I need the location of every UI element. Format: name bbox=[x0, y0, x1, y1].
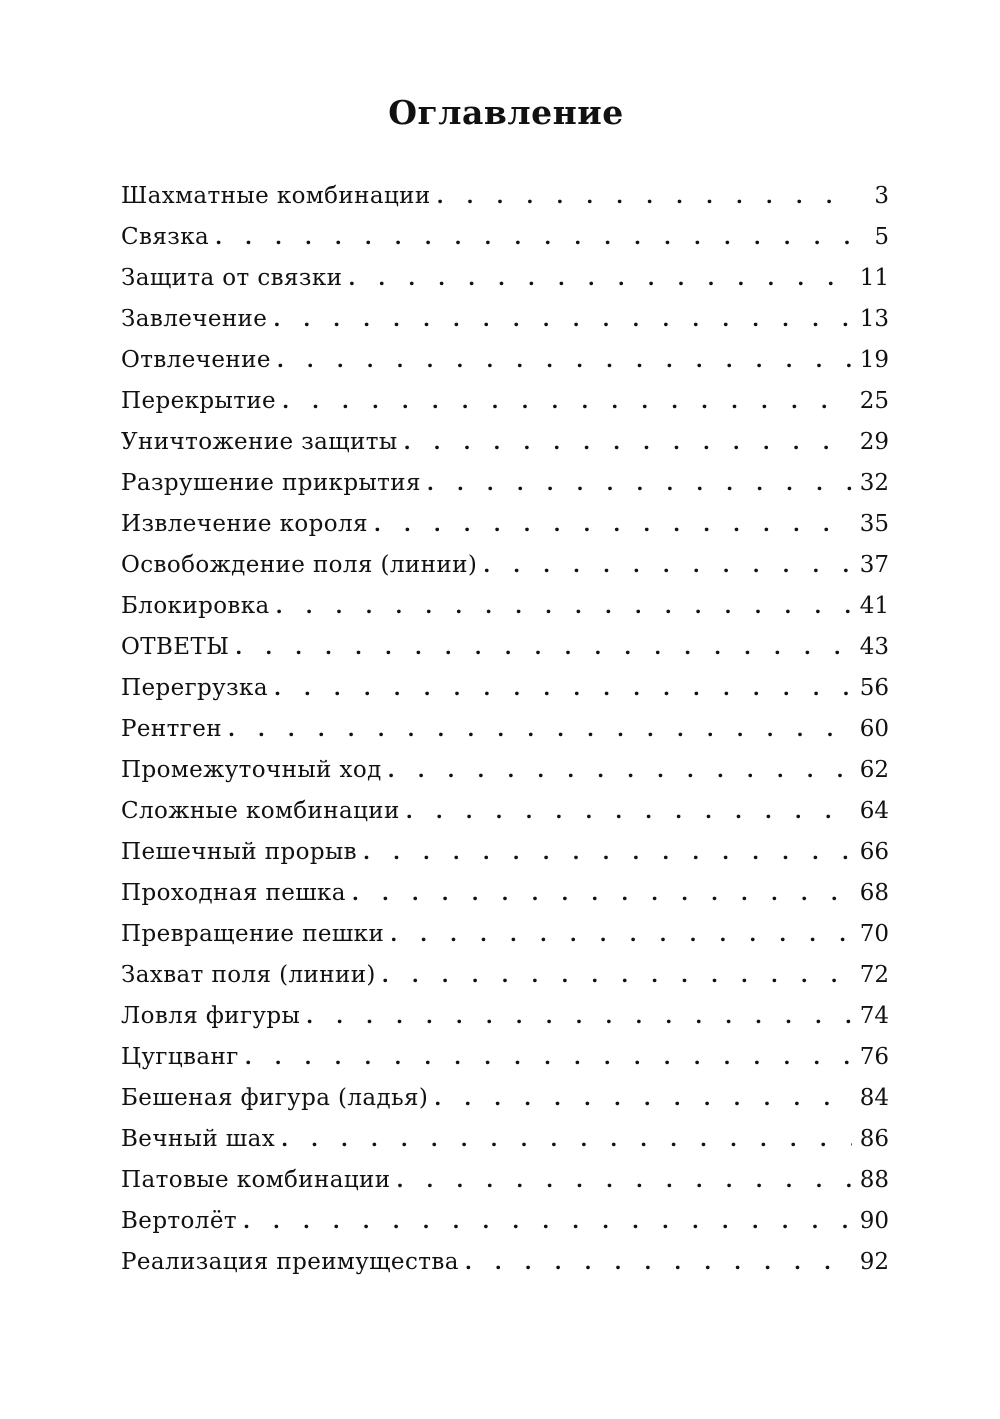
toc-entry-title: Цугцванг bbox=[121, 1044, 239, 1070]
toc-entry-title: Перегрузка bbox=[121, 675, 268, 701]
toc-entry bbox=[121, 914, 889, 955]
toc-entry bbox=[121, 791, 889, 832]
toc-entry bbox=[121, 299, 889, 340]
toc-entry-page: 84 bbox=[859, 1085, 889, 1111]
dot-leader bbox=[222, 709, 852, 750]
dot-leader bbox=[357, 832, 852, 873]
toc-entry-title: Вечный шах bbox=[121, 1126, 276, 1152]
toc-entry-page: 88 bbox=[859, 1167, 889, 1193]
toc-entry-title: Пешечный прорыв bbox=[121, 839, 358, 865]
toc-entry-title: Шахматные комбинации bbox=[121, 183, 431, 209]
dot-leader bbox=[270, 586, 852, 627]
toc-entry-title: Завлечение bbox=[121, 306, 268, 332]
toc-entry-title: Освобождение поля (линии) bbox=[121, 552, 478, 578]
toc-entry bbox=[121, 832, 889, 873]
toc-entry bbox=[121, 217, 889, 258]
dot-leader bbox=[237, 1201, 852, 1242]
toc-entry bbox=[121, 668, 889, 709]
toc-entry-page: 56 bbox=[859, 675, 889, 701]
toc-entry-page: 19 bbox=[859, 347, 889, 373]
toc-entry-title: Реализация преимущества bbox=[121, 1249, 459, 1275]
toc-entry-page: 76 bbox=[859, 1044, 889, 1070]
toc-entry-page: 35 bbox=[859, 511, 889, 537]
toc-entry-title: Перекрытие bbox=[121, 388, 277, 414]
toc-entry bbox=[121, 709, 889, 750]
toc-entry bbox=[121, 1037, 889, 1078]
toc-entry bbox=[121, 1119, 889, 1160]
toc-entry-title: Защита от связки bbox=[121, 265, 343, 291]
toc-entry-page: 74 bbox=[859, 1003, 889, 1029]
dot-leader bbox=[300, 996, 852, 1037]
dot-leader bbox=[421, 463, 852, 504]
toc-entry bbox=[121, 340, 889, 381]
toc-entry-title: Захват поля (линии) bbox=[121, 962, 376, 988]
dot-leader bbox=[229, 627, 851, 668]
toc-entry bbox=[121, 627, 889, 668]
dot-leader bbox=[267, 299, 851, 340]
toc-entry-page: 25 bbox=[859, 388, 889, 414]
toc-entry bbox=[121, 955, 889, 996]
dot-leader bbox=[239, 1037, 852, 1078]
toc-entry-title: Рентген bbox=[121, 716, 222, 742]
toc-entry bbox=[121, 258, 889, 299]
toc-entry-title: Ловля фигуры bbox=[121, 1003, 301, 1029]
toc-entry-title: Промежуточный ход bbox=[121, 757, 382, 783]
toc-entry-page: 11 bbox=[859, 265, 889, 291]
toc-entry bbox=[121, 422, 889, 463]
toc-entry-page: 62 bbox=[859, 757, 889, 783]
toc-entry-page: 37 bbox=[859, 552, 889, 578]
toc-entry bbox=[121, 463, 889, 504]
dot-leader bbox=[271, 340, 852, 381]
toc-entry-page: 5 bbox=[874, 224, 889, 250]
toc-entry-title: Бешеная фигура (ладья) bbox=[121, 1085, 429, 1111]
toc-entry-page: 41 bbox=[859, 593, 889, 619]
toc-entry bbox=[121, 381, 889, 422]
dot-leader bbox=[275, 1119, 852, 1160]
toc-entry bbox=[121, 1242, 889, 1283]
toc-entry-page: 86 bbox=[859, 1126, 889, 1152]
toc-entry-title: Патовые комбинации bbox=[121, 1167, 391, 1193]
page-title: Оглавление bbox=[388, 93, 624, 132]
dot-leader bbox=[268, 668, 852, 709]
toc-entry-page: 72 bbox=[859, 962, 889, 988]
toc-entry-page: 32 bbox=[859, 470, 889, 496]
dot-leader bbox=[391, 1160, 852, 1201]
toc-entry-page: 43 bbox=[859, 634, 889, 660]
toc-entry-page: 92 bbox=[859, 1249, 889, 1275]
toc-entry bbox=[121, 873, 889, 914]
dot-leader bbox=[384, 914, 852, 955]
dot-leader bbox=[428, 1078, 851, 1119]
toc-entry-page: 3 bbox=[874, 183, 889, 209]
toc-entry-page: 60 bbox=[859, 716, 889, 742]
toc-entry-title: Вертолёт bbox=[121, 1208, 237, 1234]
dot-leader bbox=[398, 422, 852, 463]
toc-entry-title: Проходная пешка bbox=[121, 880, 346, 906]
toc-entry-page: 29 bbox=[859, 429, 889, 455]
toc-entry-title: Связка bbox=[121, 224, 210, 250]
dot-leader bbox=[342, 258, 851, 299]
toc-entry-page: 64 bbox=[859, 798, 889, 824]
dot-leader bbox=[431, 176, 853, 217]
toc-entry bbox=[121, 1078, 889, 1119]
toc-entry bbox=[121, 1160, 889, 1201]
toc-entry-title: Разрушение прикрытия bbox=[121, 470, 421, 496]
toc-entry bbox=[121, 586, 889, 627]
dot-leader bbox=[346, 873, 852, 914]
toc-entry bbox=[121, 545, 889, 586]
toc-entry-page: 13 bbox=[859, 306, 889, 332]
dot-leader bbox=[400, 791, 852, 832]
dot-leader bbox=[209, 217, 853, 258]
dot-leader bbox=[376, 955, 852, 996]
toc-entry-page: 90 bbox=[859, 1208, 889, 1234]
table-of-contents bbox=[121, 176, 889, 1283]
toc-entry-title: ОТВЕТЫ bbox=[121, 634, 230, 660]
toc-entry-page: 68 bbox=[859, 880, 889, 906]
toc-entry-title: Уничтожение защиты bbox=[121, 429, 398, 455]
toc-entry-page: 66 bbox=[859, 839, 889, 865]
toc-entry-title: Блокировка bbox=[121, 593, 270, 619]
toc-entry bbox=[121, 176, 889, 217]
dot-leader bbox=[368, 504, 852, 545]
dot-leader bbox=[382, 750, 852, 791]
toc-entry bbox=[121, 1201, 889, 1242]
toc-entry-page: 70 bbox=[859, 921, 889, 947]
toc-entry bbox=[121, 504, 889, 545]
dot-leader bbox=[477, 545, 851, 586]
toc-entry bbox=[121, 750, 889, 791]
dot-leader bbox=[459, 1242, 852, 1283]
toc-entry-title: Превращение пешки bbox=[121, 921, 385, 947]
toc-entry-title: Отвлечение bbox=[121, 347, 271, 373]
toc-entry bbox=[121, 996, 889, 1037]
toc-entry-title: Сложные комбинации bbox=[121, 798, 400, 824]
dot-leader bbox=[276, 381, 852, 422]
toc-entry-title: Извлечение короля bbox=[121, 511, 368, 537]
